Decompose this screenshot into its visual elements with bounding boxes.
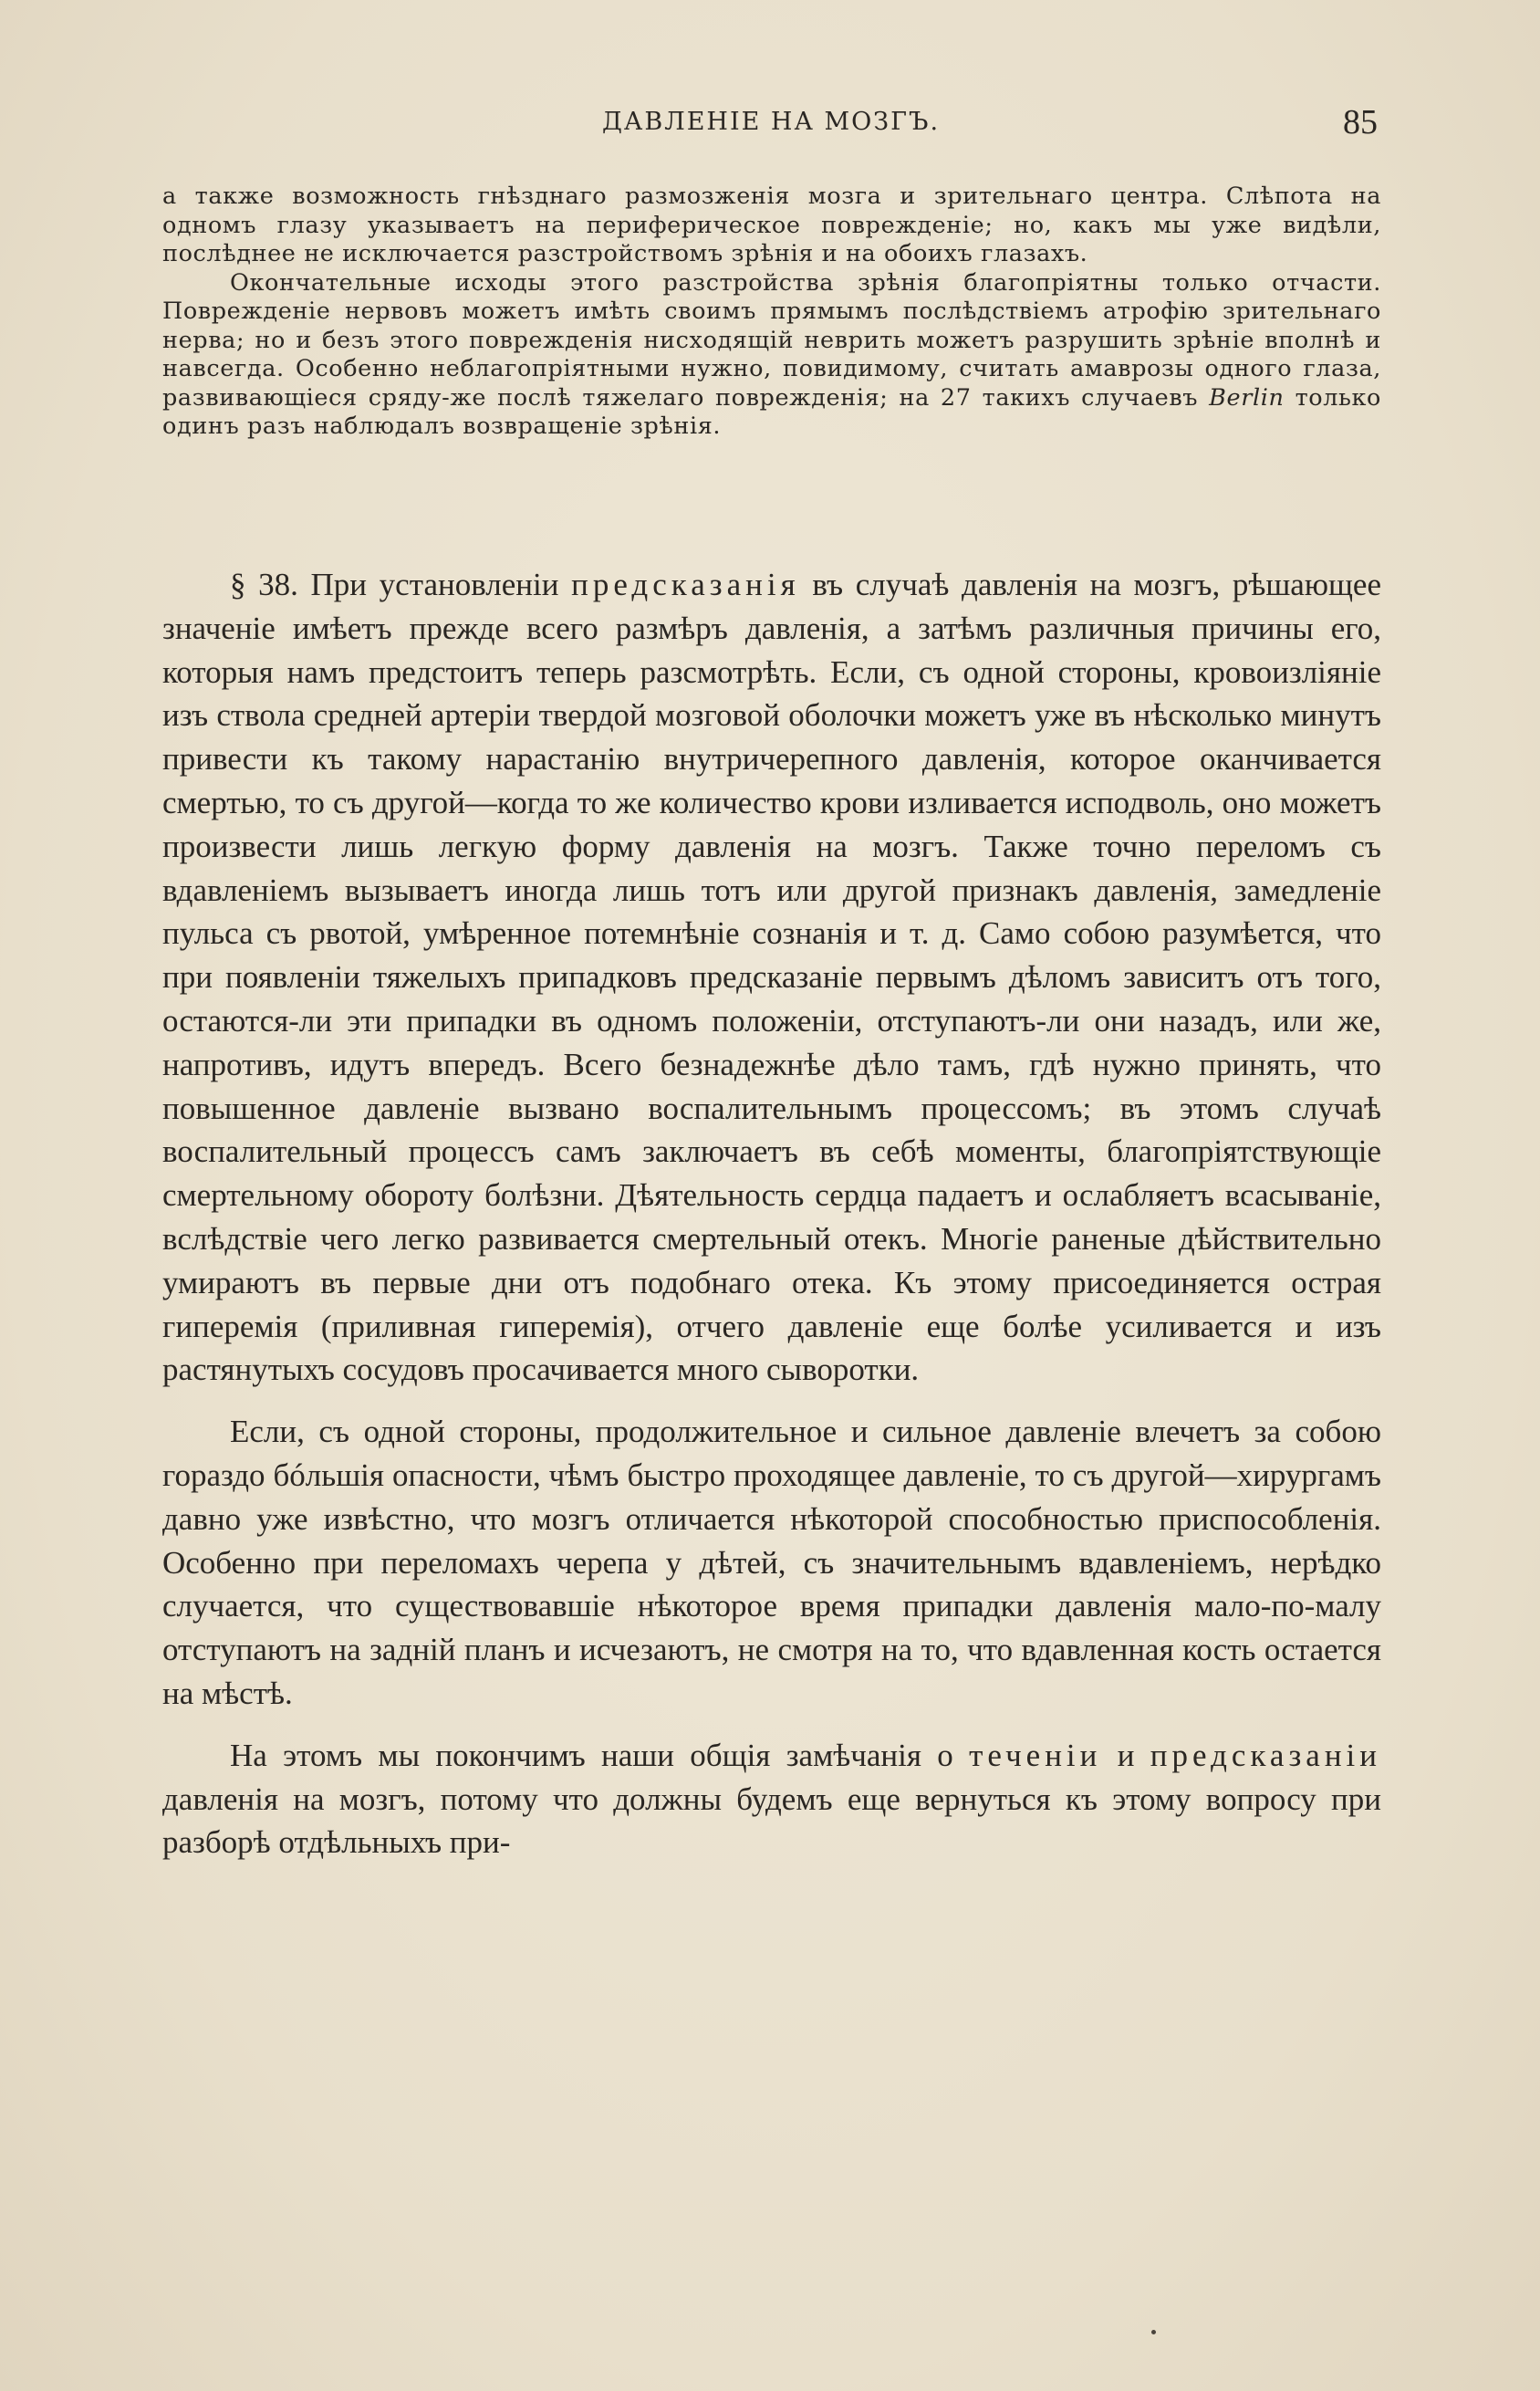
adaptation-paragraph <box>162 1410 1381 1716</box>
page-header <box>164 102 1378 148</box>
small-paragraph-2 <box>162 269 1381 442</box>
ink-speck <box>1151 2330 1156 2334</box>
small-paragraph-2-text-before: Окончательные исходы этого разстройства зрѣнія благопріятны только отчасти. Поврежденіе нервовъ можетъ имѣть своимъ прямымъ послѣдствіемъ атрофію зрительнаго нерва; но и безъ этого поврежденія нисходящій неврить можетъ разрушить зрѣніе вполнѣ и навсегда. Особенно неблагопріятными нужно, повидимому, считать амаврозы одного глаза, развивающіеся сряду-же послѣ тяжелаго поврежденія; на 27 такихъ случаевъ <box>162 268 1381 412</box>
main-text-section <box>162 563 1381 1883</box>
closing-paragraph-start: На этомъ мы покончимъ наши общія замѣчанія о <box>230 1737 970 1773</box>
small-paragraph-1 <box>162 183 1381 269</box>
section-38-body: въ случаѣ давленія на мозгъ, рѣшающее значеніе имѣетъ прежде всего размѣръ давленія, а затѣмъ различныя причины его, которыя намъ предстоитъ теперь разсмотрѣть. Если, съ одной стороны, кровоизліяніе изъ ствола средней артеріи твердой мозговой оболочки можетъ уже въ нѣсколько минутъ привести къ такому нарастанію внутричерепного давленія, которое оканчивается смертью, то съ другой—когда то же количество крови изливается исподволь, оно можетъ произвести лишь легкую форму давленія на мозгъ. Также точно переломъ съ вдавленіемъ вызываетъ иногда лишь тотъ или другой признакъ давленія, замедленіе пульса съ рвотой, умѣренное потемнѣніе сознанія и т. д. Само собою разумѣется, что при появленіи тяжелыхъ припадковъ предсказаніе первымъ дѣломъ зависитъ отъ того, остаются-ли эти припадки въ одномъ положеніи, отступаютъ-ли они назадъ, или же, напротивъ, идутъ впередъ. Всего безнадежнѣе дѣло тамъ, гдѣ нужно принять, что повышенное давленіе вызвано воспалительнымъ процессомъ; въ этомъ случаѣ воспалительный процессъ самъ заключаетъ въ себѣ моменты, благопріятствующіе смертельному обороту болѣзни. Дѣятельность сердца падаетъ и ослабляетъ всасываніе, вслѣдствіе чего легко развивается смертельный отекъ. Многіе раненые дѣйствительно умираютъ въ первые дни отъ подобнаго отека. Къ этому присоединяется острая гиперемія (приливная гиперемія), отчего давленіе еще болѣе усиливается и изъ растянутыхъ сосудовъ просачивается много сыворотки. <box>162 567 1381 1388</box>
closing-paragraph <box>162 1734 1381 1864</box>
running-title: ДАВЛЕНІЕ НА МОЗГЪ. <box>601 108 941 136</box>
emphasis-techenii: теченіи <box>969 1737 1102 1773</box>
section-38-intro: § 38. При установленіи <box>230 567 572 602</box>
small-paragraph-1-text: а также возможность гнѣзднаго размозженія мозга и зрительнаго центра. Слѣпота на одномъ глазу указываетъ на периферическое поврежденіе; но, какъ мы уже видѣли, послѣднее не исключается разстройствомъ зрѣнія и на обоихъ глазахъ. <box>162 183 1381 267</box>
adaptation-paragraph-text: Если, съ одной стороны, продолжительное и сильное давленіе влечетъ за собою гораздо бóльшія опасности, чѣмъ быстро проходящее давленіе, то съ другой—хирургамъ давно уже извѣстно, что мозгъ отличается нѣкоторой способностью приспособленія. Особенно при переломахъ черепа у дѣтей, съ значительнымъ вдавленіемъ, нерѣдко случается, что существовавшіе нѣкоторое время припадки давленія мало-по-малу отступаютъ на задній планъ и исчезаютъ, не смотря на то, что вдавленная кость остается на мѣстѣ. <box>162 1414 1381 1711</box>
small-print-section <box>162 183 1381 442</box>
emphasis-predskazanie: предсказанія <box>571 567 800 602</box>
page-number: 85 <box>1343 103 1378 141</box>
section-38-paragraph <box>162 563 1381 1392</box>
closing-paragraph-end: давленія на мозгъ, потому что должны будемъ еще вернуться къ этому вопросу при разборѣ отдѣльныхъ при- <box>162 1780 1381 1861</box>
emphasis-predskazanii: предсказаніи <box>1150 1737 1381 1773</box>
author-name-berlin: Berlin <box>1209 383 1285 412</box>
small-paragraph-2-text-after: только одинъ разъ наблюдалъ возвращеніе зрѣнія. <box>162 383 1382 440</box>
closing-paragraph-conj: и <box>1101 1737 1150 1773</box>
